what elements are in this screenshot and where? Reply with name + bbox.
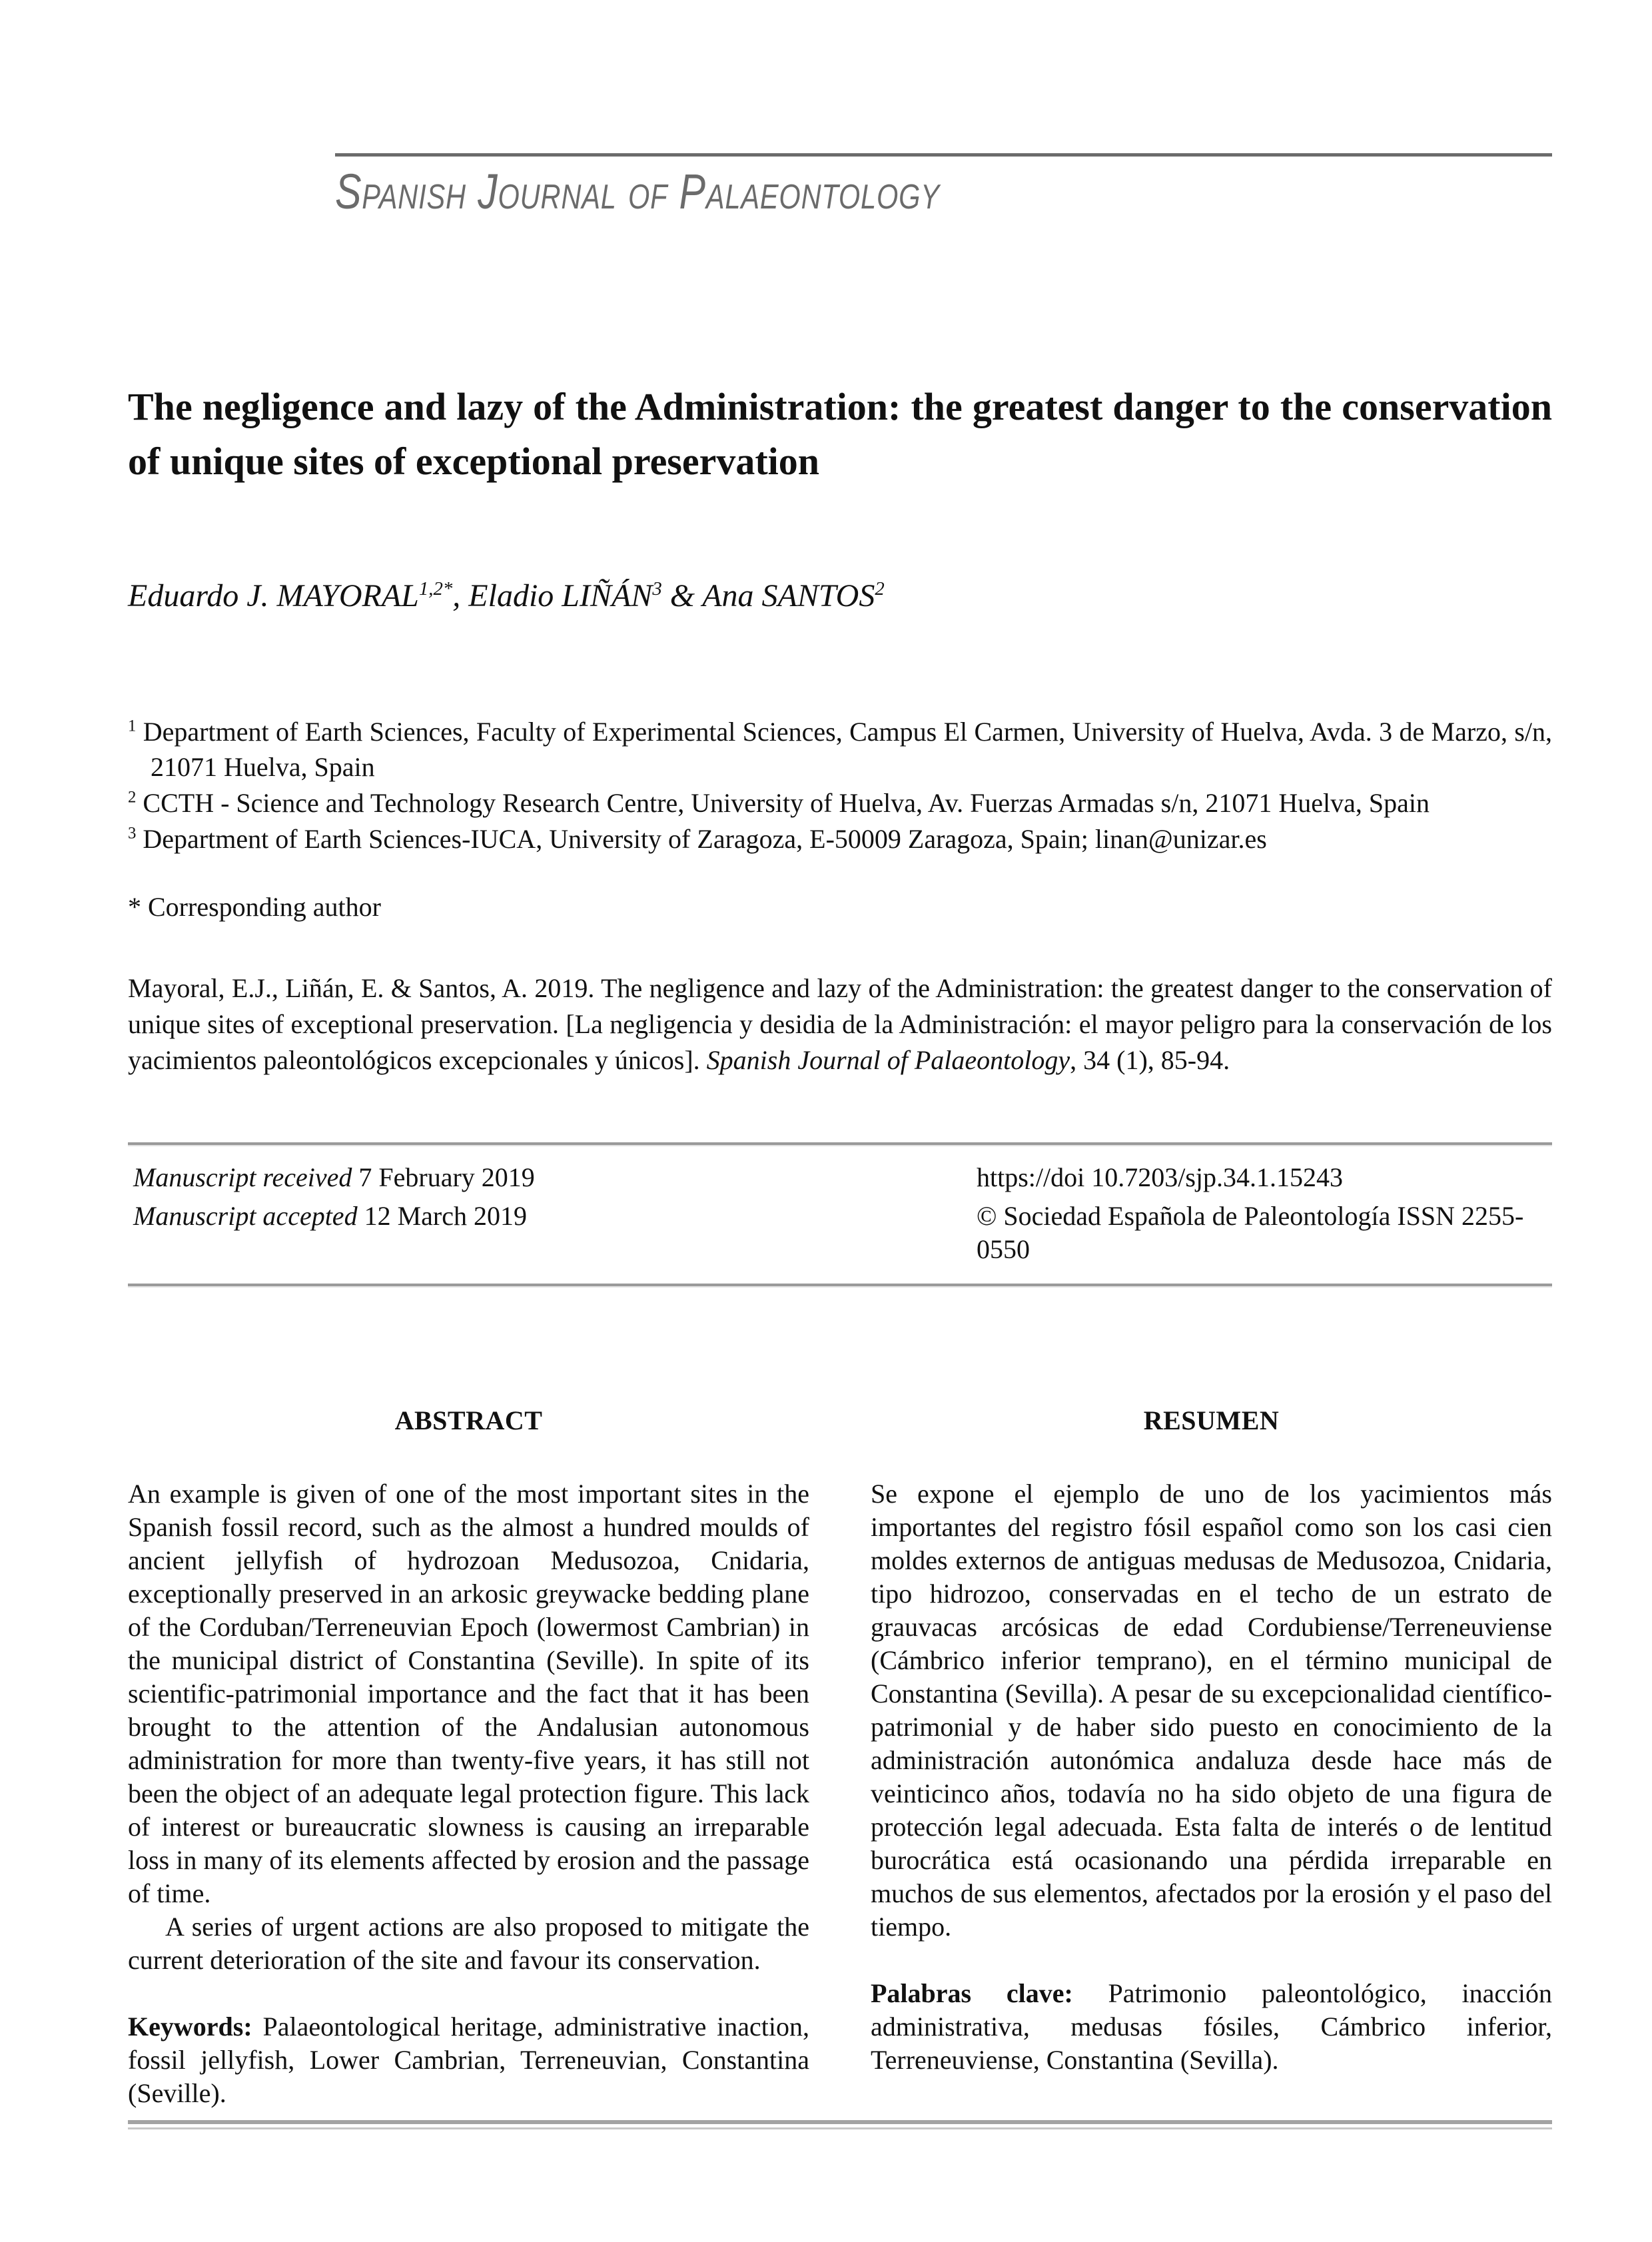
author-affil-sup: 3 bbox=[652, 577, 662, 599]
keywords-paragraph bbox=[128, 2010, 809, 2110]
affiliation-text: Department of Earth Sciences-IUCA, University of Zaragoza, E-50009 Zaragoza, Spain; linan@unizar.es bbox=[136, 823, 1267, 854]
resumen-paragraph-1: Se expone el ejemplo de uno de los yacimientos más importantes del registro fósil español como son los casi cien moldes externos de antiguas medusas de Medusozoa, Cnidaria, tipo hidrozoo, conservadas en el techo de un estrato de grauvacas arcósicas de edad Cordubiense/Terreneuviense (Cámbrico inferior temprano), en el término municipal de Constantina (Sevilla). A pesar de su excepcionalidad científico-patrimonial y de haber sido puesto en conocimiento de la administración autonómica andaluza desde hace más de veinticinco años, todavía no ha sido objeto de una figura de protección legal adecuada. Esta falta de interés o de lentitud burocrática está ocasionando una pérdida irreparable en muchos de sus elementos, afectados por la erosión y el paso del tiempo. bbox=[871, 1479, 1552, 1942]
keywords-text: Palaeontological heritage, administrative inaction, fossil jellyfish, Lower Cambrian, Terreneuvian, Constantina (Seville). bbox=[128, 2012, 809, 2109]
author-name: Ana SANTOS bbox=[702, 577, 875, 613]
copyright-issn: © Sociedad Española de Paleontología ISSN 2255-0550 bbox=[977, 1201, 1524, 1265]
resumen-body bbox=[871, 1477, 1552, 2077]
palabras-clave-paragraph bbox=[871, 1977, 1552, 2077]
article-title: The negligence and lazy of the Administration: the greatest danger to the conservation of unique sites of exceptional preservation bbox=[128, 385, 1552, 484]
keywords-label: Keywords: bbox=[128, 2012, 252, 2042]
affiliation-2 bbox=[128, 785, 1552, 821]
abstract-body bbox=[128, 1477, 809, 2110]
author-separator: , bbox=[452, 577, 469, 613]
author-name: Eladio LIÑÁN bbox=[468, 577, 653, 613]
footer-rule bbox=[128, 2120, 1552, 2129]
affiliation-number: 1 bbox=[128, 717, 137, 735]
affiliation-1 bbox=[128, 714, 1552, 785]
author-affil-sup: 1,2* bbox=[418, 577, 453, 599]
manuscript-received bbox=[133, 1161, 977, 1194]
author-line bbox=[128, 577, 1552, 614]
author-separator: & bbox=[661, 577, 703, 613]
affiliations bbox=[128, 714, 1552, 857]
received-label: Manuscript received bbox=[133, 1162, 359, 1193]
affiliation-text: Department of Earth Sciences, Faculty of Experimental Sciences, Campus El Carmen, University of Huelva, Avda. 3 de Marzo, s/n, 21071 Huelva, Spain bbox=[136, 716, 1552, 783]
citation-text: Mayoral, E.J., Liñán, E. & Santos, A. 2019. The negligence and lazy of the Administration: the greatest danger to the conservation of unique sites of exceptional preservation. [La negligencia y desidia de la Administración: el mayor peligro para la conservación de los yacimientos paleontológicos excepcionales y únicos]. bbox=[128, 973, 1552, 1076]
masthead-rule bbox=[335, 153, 1552, 157]
abstract-heading: ABSTRACT bbox=[394, 1405, 543, 1436]
author-affil-sup: 2 bbox=[875, 577, 885, 599]
footer-rule-thin bbox=[128, 2127, 1552, 2129]
journal-name: Spanish Journal of Palaeontology bbox=[335, 164, 940, 219]
manuscript-info-section bbox=[128, 1142, 1552, 1286]
abstract-paragraph-1: An example is given of one of the most important sites in the Spanish fossil record, such as the almost a hundred moulds of ancient jellyfish of hydrozoan Medusozoa, Cnidaria, exceptionally preserved in an arkosic greywacke bedding plane of the Corduban/Terreneuvian Epoch (lowermost Cambrian) in the municipal district of Constantina (Seville). In spite of its scientific-patrimonial importance and the fact that it has been brought to the attention of the Andalusian autonomous administration for more than twenty-five years, it has still not been the object of an adequate legal protection figure. This lack of interest or bureaucratic slowness is causing an irreparable loss in many of its elements affected by erosion and the passage of time. bbox=[128, 1479, 809, 1909]
abstract-column bbox=[128, 1405, 809, 2110]
author-2 bbox=[662, 578, 885, 613]
affiliation-number: 2 bbox=[128, 788, 137, 807]
author-0 bbox=[128, 578, 452, 613]
citation bbox=[128, 970, 1552, 1078]
corresponding-author-note: * Corresponding author bbox=[128, 892, 381, 923]
author-name: Eduardo J. MAYORAL bbox=[128, 577, 419, 613]
footer-rule-band bbox=[128, 2120, 1552, 2124]
accepted-date: 12 March 2019 bbox=[364, 1201, 527, 1232]
citation-journal-name: Spanish Journal of Palaeontology bbox=[706, 1045, 1070, 1076]
abstract-resumen-columns bbox=[128, 1405, 1552, 2110]
author-1 bbox=[452, 578, 661, 613]
affiliation-number: 3 bbox=[128, 824, 137, 843]
received-date: 7 February 2019 bbox=[358, 1162, 535, 1193]
resumen-column bbox=[871, 1405, 1552, 2110]
manuscript-accepted bbox=[133, 1200, 977, 1266]
palabras-clave-text: Patrimonio paleontológico, inacción administrativa, medusas fósiles, Cámbrico inferior, Terreneuviense, Constantina (Sevilla). bbox=[871, 1978, 1552, 2075]
palabras-clave-label: Palabras clave: bbox=[871, 1978, 1073, 2009]
citation-pages: , 34 (1), 85-94. bbox=[1070, 1045, 1230, 1076]
affiliation-text: CCTH - Science and Technology Research Centre, University of Huelva, Av. Fuerzas Armadas s/n, 21071 Huelva, Spain bbox=[136, 787, 1430, 818]
doi: https://doi 10.7203/sjp.34.1.15243 bbox=[977, 1162, 1344, 1193]
abstract-paragraph-2: A series of urgent actions are also proposed to mitigate the current deterioration of the site and favour its conservation. bbox=[128, 1912, 809, 1976]
accepted-label: Manuscript accepted bbox=[133, 1201, 364, 1232]
resumen-heading: RESUMEN bbox=[1143, 1405, 1280, 1436]
masthead bbox=[335, 153, 1552, 220]
affiliation-3 bbox=[128, 821, 1552, 857]
